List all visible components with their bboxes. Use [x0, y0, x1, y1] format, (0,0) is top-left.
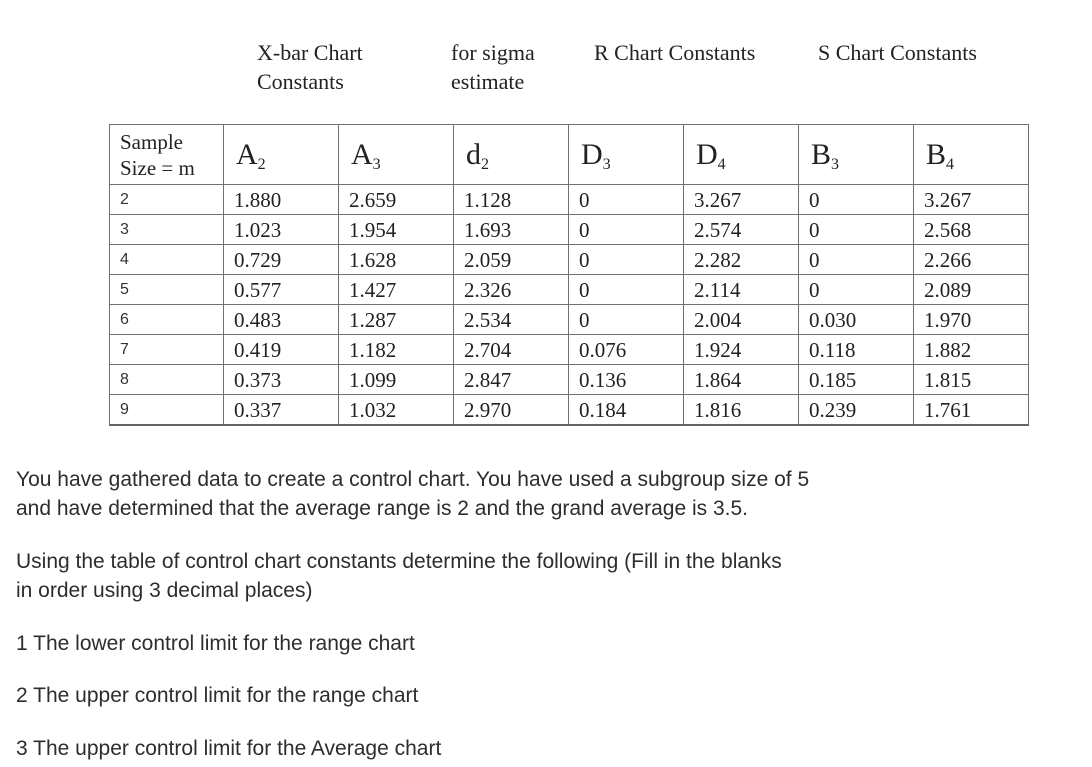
column-subscript: 4	[946, 155, 955, 173]
d2-cell: 2.970	[454, 395, 569, 426]
table-row	[110, 245, 1029, 275]
a3-cell: 1.628	[339, 245, 454, 275]
question-item-2: 2 The upper control limit for the range chart	[16, 684, 419, 707]
column-header-b3	[799, 125, 914, 185]
b4-cell: 1.882	[914, 335, 1029, 365]
question-item-3: 3 The upper control limit for the Average chart	[16, 737, 442, 760]
a2-cell: 1.880	[224, 185, 339, 215]
d2-cell: 2.847	[454, 365, 569, 395]
b3-cell: 0	[799, 215, 914, 245]
b3-cell: 0.030	[799, 305, 914, 335]
d2-cell: 1.128	[454, 185, 569, 215]
column-subscript: 2	[481, 155, 489, 173]
table-row	[110, 215, 1029, 245]
question-item-1: 1 The lower control limit for the range chart	[16, 632, 415, 655]
column-subscript: 4	[717, 155, 726, 173]
d2-cell: 2.704	[454, 335, 569, 365]
paragraph-line: Using the table of control chart constants determine the following (Fill in the blanks	[16, 550, 782, 573]
b4-cell: 2.089	[914, 275, 1029, 305]
d3-cell: 0	[569, 245, 684, 275]
sample-size-cell: 3	[110, 215, 224, 245]
a3-cell: 1.954	[339, 215, 454, 245]
a3-cell: 1.182	[339, 335, 454, 365]
column-subscript: 3	[602, 155, 611, 173]
d3-cell: 0	[569, 305, 684, 335]
a2-cell: 1.023	[224, 215, 339, 245]
sample-size-cell: 7	[110, 335, 224, 365]
table-row	[110, 275, 1029, 305]
b3-cell: 0.239	[799, 395, 914, 426]
header-line: X-bar Chart	[257, 40, 363, 65]
d4-cell: 1.864	[684, 365, 799, 395]
b4-cell: 3.267	[914, 185, 1029, 215]
column-symbol: A	[351, 137, 373, 171]
table-header-row	[110, 125, 1029, 185]
d2-cell: 2.059	[454, 245, 569, 275]
column-symbol: A	[236, 137, 258, 171]
column-subscript: 2	[257, 155, 266, 173]
table-row	[110, 185, 1029, 215]
a3-cell: 1.099	[339, 365, 454, 395]
d4-cell: 2.114	[684, 275, 799, 305]
table-row	[110, 365, 1029, 395]
header-line: Size = m	[120, 156, 195, 180]
d3-cell: 0.076	[569, 335, 684, 365]
d2-cell: 2.326	[454, 275, 569, 305]
column-subscript: 3	[831, 155, 840, 173]
b4-cell: 2.568	[914, 215, 1029, 245]
column-symbol: B	[811, 137, 832, 171]
header-line: Sample	[120, 130, 183, 154]
d4-cell: 3.267	[684, 185, 799, 215]
d4-cell: 1.816	[684, 395, 799, 426]
d4-cell: 2.282	[684, 245, 799, 275]
sigma-estimate-header	[451, 38, 535, 96]
d4-cell: 2.574	[684, 215, 799, 245]
a2-cell: 0.419	[224, 335, 339, 365]
paragraph-line: in order using 3 decimal places)	[16, 579, 313, 602]
sample-size-cell: 5	[110, 275, 224, 305]
b4-cell: 1.970	[914, 305, 1029, 335]
d3-cell: 0	[569, 275, 684, 305]
d2-cell: 2.534	[454, 305, 569, 335]
b3-cell: 0	[799, 245, 914, 275]
xbar-constants-header	[257, 38, 363, 96]
table-row	[110, 395, 1029, 426]
r-chart-constants-header: R Chart Constants	[594, 40, 756, 65]
table-row	[110, 305, 1029, 335]
b4-cell: 2.266	[914, 245, 1029, 275]
d4-cell: 1.924	[684, 335, 799, 365]
header-line: Constants	[257, 69, 344, 94]
column-symbol: D	[581, 137, 603, 171]
a2-cell: 0.577	[224, 275, 339, 305]
s-chart-constants-header: S Chart Constants	[818, 40, 977, 65]
header-line: estimate	[451, 69, 525, 94]
sample-size-cell: 4	[110, 245, 224, 275]
header-line: for sigma	[451, 40, 535, 65]
control-chart-constants-table	[109, 124, 1029, 426]
column-header-d2	[454, 125, 569, 185]
a3-cell: 1.287	[339, 305, 454, 335]
column-header-a2	[224, 125, 339, 185]
a2-cell: 0.337	[224, 395, 339, 426]
b4-cell: 1.761	[914, 395, 1029, 426]
sample-size-cell: 8	[110, 365, 224, 395]
problem-instructions	[16, 547, 782, 605]
sample-size-cell: 6	[110, 305, 224, 335]
a3-cell: 1.032	[339, 395, 454, 426]
b3-cell: 0.118	[799, 335, 914, 365]
a2-cell: 0.729	[224, 245, 339, 275]
a2-cell: 0.373	[224, 365, 339, 395]
a3-cell: 2.659	[339, 185, 454, 215]
column-subscript: 3	[372, 155, 381, 173]
b3-cell: 0	[799, 275, 914, 305]
a2-cell: 0.483	[224, 305, 339, 335]
d3-cell: 0	[569, 215, 684, 245]
d3-cell: 0.184	[569, 395, 684, 426]
b3-cell: 0.185	[799, 365, 914, 395]
d2-cell: 1.693	[454, 215, 569, 245]
column-symbol: B	[926, 137, 947, 171]
sample-size-cell: 9	[110, 395, 224, 426]
column-symbol: d	[466, 137, 481, 171]
paragraph-line: You have gathered data to create a control chart. You have used a subgroup size of 5	[16, 468, 810, 491]
d4-cell: 2.004	[684, 305, 799, 335]
table-row	[110, 335, 1029, 365]
column-header-d3	[569, 125, 684, 185]
column-header-b4	[914, 125, 1029, 185]
problem-intro	[16, 465, 809, 523]
b4-cell: 1.815	[914, 365, 1029, 395]
d3-cell: 0.136	[569, 365, 684, 395]
column-symbol: D	[696, 137, 718, 171]
d3-cell: 0	[569, 185, 684, 215]
sample-size-header	[110, 125, 224, 185]
a3-cell: 1.427	[339, 275, 454, 305]
sample-size-cell: 2	[110, 185, 224, 215]
paragraph-line: and have determined that the average range is 2 and the grand average is 3.5.	[16, 497, 749, 520]
column-header-a3	[339, 125, 454, 185]
b3-cell: 0	[799, 185, 914, 215]
column-header-d4	[684, 125, 799, 185]
